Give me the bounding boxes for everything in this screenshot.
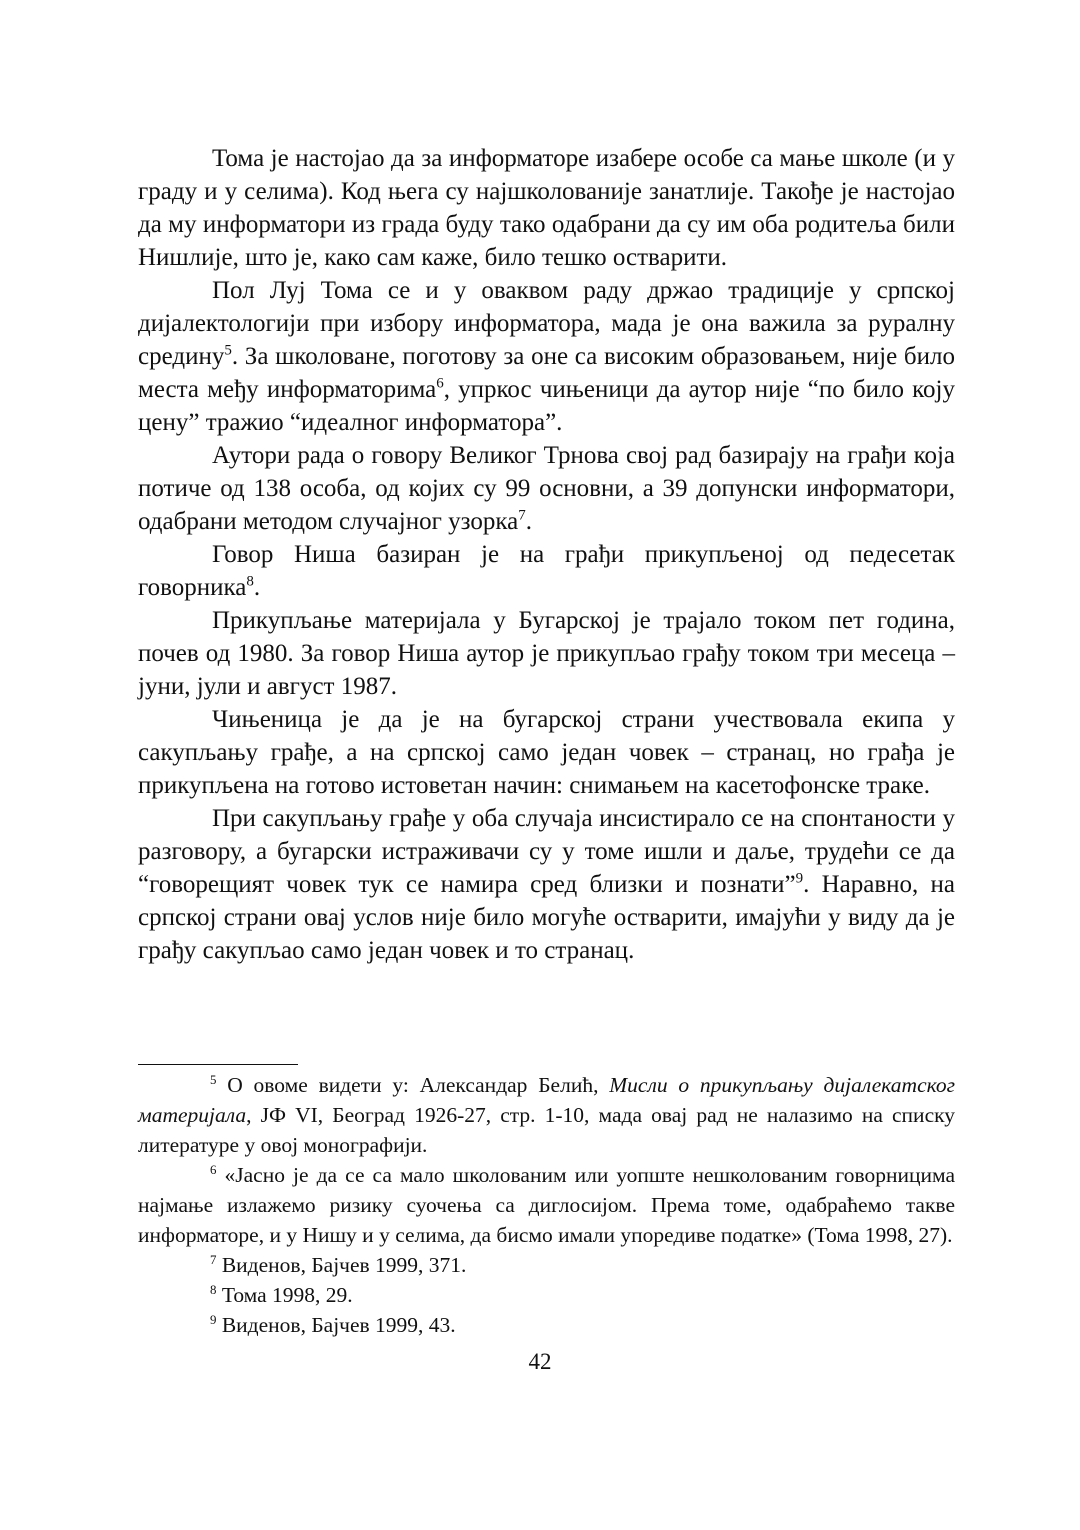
body-text [138, 142, 955, 967]
paragraph: Говор Ниша базиран је на грађи прикупљеној од педесетак говорника$^8$. [138, 541, 955, 601]
footnote-ref: 9 [795, 870, 804, 887]
footnote-number: 5 [210, 1072, 217, 1087]
paragraph: Чињеница је да је на бугарској страни учествовала екипа у сакупљању грађе, а на српској само један човек – странац, но грађа је прикупљена на готово истоветан начин: снимањем на касетофонске траке. [138, 706, 955, 799]
cited-title: Мисли о прикупљању дијалекатског материјала [138, 1073, 956, 1127]
footnote-ref: 7 [518, 507, 526, 524]
paragraph: Тома је настојао да за информаторе изабере особе са мање школе (и у граду и у селима). Код њега су најшколованије занатлије. Такође је настојао да му информатори из града буду тако одабрани да су им оба родитеља били Нишлије, што је, како сам каже, било тешко остварити. [138, 145, 955, 271]
page-number: 42 [528, 1349, 552, 1374]
footnote-number: 7 [210, 1252, 217, 1267]
footnote: $^8$ Тома 1998, 29. [210, 1282, 353, 1307]
footnote-separator [138, 1064, 298, 1065]
footnotes [138, 1070, 955, 1340]
paragraph: Аутори рада о говору Великог Трнова свој рад базирају на грађи која потиче од 138 особа, од којих су 99 основни, а 39 допунски информатори, одабрани методом случајног узорка$^7$. [138, 442, 955, 535]
footnote-ref: 8 [246, 573, 254, 590]
paragraph: Пол Луј Тома се и у оваквом раду држао традиције у српској дијалектологији при избору информатора, мада је она важила за руралну средину$^5$. За школоване, поготову за оне са високим образовањем, није било места међу информаторима$^6$, упркос чињеници да аутор није “по било коју цену” тражио “идеалног информатора”. [138, 277, 955, 436]
footnote: $^6$ «Јасно је да се са мало школованим или уопште нешколованим говорницима најмање излажемо ризику суочења са диглосијом. Према томе, одабраћемо такве информаторе, и у Нишу и у селима, да бисмо имали упоредиве податке» (Тома 1998, 27). [138, 1162, 955, 1247]
footnote: $^9$ Виденов, Бајчев 1999, 43. [210, 1312, 456, 1337]
footnote: $^7$ Виденов, Бајчев 1999, 371. [210, 1252, 467, 1277]
footnote-number: 8 [210, 1282, 217, 1297]
paragraph: Прикупљање материјала у Бугарској је трајало током пет година, почев од 1980. За говор Ниша аутор је прикупљао грађу током три месеца – јуни, јули и август 1987. [138, 607, 955, 700]
paragraph: При сакупљању грађе у оба случаја инсистирало се на спонтаности у разговору, а бугарски истраживачи су у томе ишли и даље, трудећи се да “говорещият човек тук се намира сред близки и познати”$^9$. Наравно, на српској страни овај услов није било могуће остварити, имајући у виду да је грађу сакупљао само један човек и то странац. [138, 805, 956, 964]
footnote-ref: 6 [436, 375, 444, 392]
footnote-number: 6 [210, 1162, 217, 1177]
footnote-ref: 5 [224, 342, 232, 359]
footnote-number: 9 [210, 1312, 217, 1327]
footnote: $^5$ О овоме видети у: Александар Белић, Мисли о прикупљању дијалекатског материјала, ЈФ VI, Београд 1926-27, стр. 1-10, мада овај рад не налазимо на списку литературе у овој монографији. [138, 1072, 956, 1157]
